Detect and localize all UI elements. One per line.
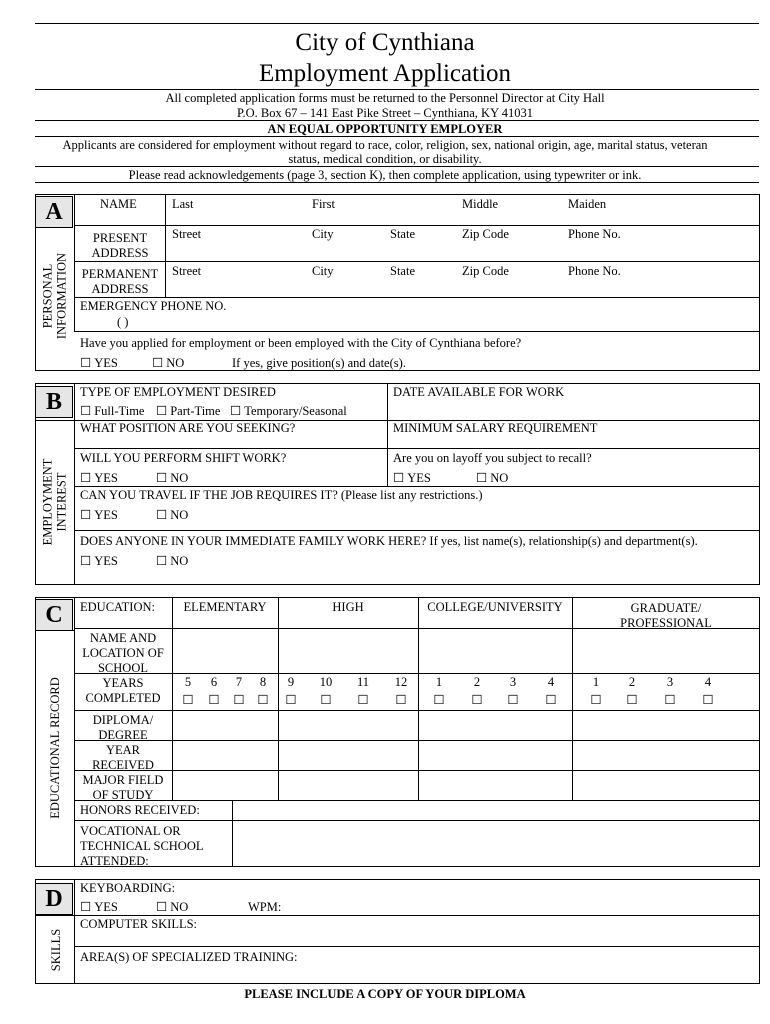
applied-no-checkbox[interactable]: ☐ NO [152,357,184,370]
graduate-year-4: 4 [704,675,712,689]
graduate-year-3-checkbox[interactable]: ☐ [664,693,676,707]
specialized-training-field[interactable]: AREA(S) OF SPECIALIZED TRAINING: [80,950,298,964]
page-title: City of Cynthiana [295,29,475,56]
computer-skills-field[interactable]: COMPUTER SKILLS: [80,917,198,931]
high-year-12-checkbox[interactable]: ☐ [395,693,407,707]
employment-type-label: TYPE OF EMPLOYMENT DESIRED [80,385,276,399]
position-sought-field[interactable]: WHAT POSITION ARE YOU SEEKING? [80,421,296,435]
elementary-year-7-checkbox[interactable]: ☐ [233,693,245,707]
shift-work-no-checkbox[interactable]: ☐ NO [156,472,188,485]
emergency-phone-label: EMERGENCY PHONE NO. [80,299,227,313]
mailing-address: P.O. Box 67 – 141 East Pike Street – Cynthiana, KY 41031 [236,106,534,120]
last-name-field[interactable]: Last [172,197,194,211]
elementary-year-6-checkbox[interactable]: ☐ [208,693,220,707]
graduate-year-2-checkbox[interactable]: ☐ [626,693,638,707]
honors-received-label: HONORS RECEIVED: [80,803,200,817]
instructions: Please read acknowledgements (page 3, section K), then complete application, using typewriter or ink. [128,168,642,182]
college-year-2-checkbox[interactable]: ☐ [471,693,483,707]
college-heading: COLLEGE/UNIVERSITY [427,600,563,614]
equal-opportunity-heading: AN EQUAL OPPORTUNITY EMPLOYER [267,122,503,136]
wpm-field[interactable]: WPM: [248,900,282,914]
elementary-year-5: 5 [184,675,192,689]
graduate-year-1-checkbox[interactable]: ☐ [590,693,602,707]
minimum-salary-field[interactable]: MINIMUM SALARY REQUIREMENT [393,421,598,435]
high-year-9: 9 [287,675,295,689]
keyboarding-yes-checkbox[interactable]: ☐ YES [80,901,118,914]
college-year-2: 2 [473,675,481,689]
emergency-phone-field[interactable]: ( ) [117,315,129,329]
section-a-letter: A [35,196,73,228]
college-year-4: 4 [547,675,555,689]
permanent-state-field[interactable]: State [390,264,415,278]
full-time-checkbox[interactable]: ☐ Full-Time [80,405,144,418]
major-field-label: MAJOR FIELD OF STUDY [82,773,164,802]
high-year-11: 11 [356,675,370,689]
elementary-year-6: 6 [210,675,218,689]
date-available-field[interactable]: DATE AVAILABLE FOR WORK [393,385,565,399]
present-city-field[interactable]: City [312,227,334,241]
personal-information-label: PERSONAL INFORMATION [40,252,69,340]
section-d-letter: D [35,883,73,915]
graduate-year-3: 3 [666,675,674,689]
layoff-no-checkbox[interactable]: ☐ NO [476,472,508,485]
permanent-city-field[interactable]: City [312,264,334,278]
page-subtitle: Employment Application [258,60,512,87]
high-year-9-checkbox[interactable]: ☐ [285,693,297,707]
first-name-field[interactable]: First [312,197,335,211]
elementary-heading: ELEMENTARY [183,600,267,614]
present-state-field[interactable]: State [390,227,415,241]
high-year-10: 10 [319,675,333,689]
college-year-1: 1 [435,675,443,689]
family-question: DOES ANYONE IN YOUR IMMEDIATE FAMILY WORK HERE? If yes, list name(s), relationship(s) and department(s). [80,534,698,548]
keyboarding-label: KEYBOARDING: [80,881,176,895]
travel-yes-checkbox[interactable]: ☐ YES [80,509,118,522]
college-year-3: 3 [509,675,517,689]
family-yes-checkbox[interactable]: ☐ YES [80,555,118,568]
vocational-school-label: VOCATIONAL OR TECHNICAL SCHOOL ATTENDED: [80,824,204,868]
graduate-year-1: 1 [592,675,600,689]
eoe-statement-line1: Applicants are considered for employment without regard to race, color, religion, sex, national origin, age, marital status, veteran [62,138,708,152]
skills-label: SKILLS [48,928,63,972]
layoff-question: Are you on layoff you subject to recall? [393,451,592,465]
shift-work-question: WILL YOU PERFORM SHIFT WORK? [80,451,287,465]
middle-name-field[interactable]: Middle [462,197,499,211]
present-address-label: PRESENT ADDRESS [91,231,149,260]
high-year-12: 12 [394,675,408,689]
high-year-10-checkbox[interactable]: ☐ [320,693,332,707]
present-street-field[interactable]: Street [172,227,202,241]
section-b-letter: B [35,386,73,418]
college-year-4-checkbox[interactable]: ☐ [545,693,557,707]
education-label: EDUCATION: [80,600,155,614]
year-received-label: YEAR RECEIVED [92,743,154,772]
applied-before-question: Have you applied for employment or been employed with the City of Cynthiana before? [80,336,522,350]
diploma-degree-label: DIPLOMA/ DEGREE [92,713,154,742]
elementary-year-5-checkbox[interactable]: ☐ [182,693,194,707]
college-year-3-checkbox[interactable]: ☐ [507,693,519,707]
employment-interest-label: EMPLOYMENT INTEREST [40,458,69,546]
college-year-1-checkbox[interactable]: ☐ [433,693,445,707]
elementary-year-7: 7 [235,675,243,689]
travel-no-checkbox[interactable]: ☐ NO [156,509,188,522]
travel-question: CAN YOU TRAVEL IF THE JOB REQUIRES IT? (Please list any restrictions.) [80,488,483,502]
eoe-statement-line2: status, medical condition, or disability. [288,152,482,166]
permanent-zip-field[interactable]: Zip Code [462,264,509,278]
part-time-checkbox[interactable]: ☐ Part-Time [156,405,220,418]
graduate-year-4-checkbox[interactable]: ☐ [702,693,714,707]
elementary-year-8-checkbox[interactable]: ☐ [257,693,269,707]
elementary-year-8: 8 [259,675,267,689]
applied-yes-checkbox[interactable]: ☐ YES [80,357,118,370]
graduate-heading: GRADUATE/ PROFESSIONAL [620,601,712,630]
high-heading: HIGH [332,600,364,614]
shift-work-yes-checkbox[interactable]: ☐ YES [80,472,118,485]
present-phone-field[interactable]: Phone No. [568,227,621,241]
section-c-letter: C [35,599,73,631]
graduate-year-2: 2 [628,675,636,689]
return-note: All completed application forms must be returned to the Personnel Director at City Hall [165,91,605,105]
keyboarding-no-checkbox[interactable]: ☐ NO [156,901,188,914]
name-label: NAME [100,197,137,211]
family-no-checkbox[interactable]: ☐ NO [156,555,188,568]
name-location-label: NAME AND LOCATION OF SCHOOL [82,631,164,675]
layoff-yes-checkbox[interactable]: ☐ YES [393,472,431,485]
years-completed-label: YEARS COMPLETED [85,676,161,705]
present-zip-field[interactable]: Zip Code [462,227,509,241]
temporary-seasonal-checkbox[interactable]: ☐ Temporary/Seasonal [230,405,347,418]
permanent-address-label: PERMANENT ADDRESS [81,267,159,296]
permanent-phone-field[interactable]: Phone No. [568,264,621,278]
high-year-11-checkbox[interactable]: ☐ [357,693,369,707]
diploma-copy-note: PLEASE INCLUDE A COPY OF YOUR DIPLOMA [244,987,526,1001]
educational-record-label: EDUCATIONAL RECORD [47,677,62,819]
permanent-street-field[interactable]: Street [172,264,202,278]
maiden-name-field[interactable]: Maiden [568,197,607,211]
applied-if-yes-note: If yes, give position(s) and date(s). [232,356,406,370]
